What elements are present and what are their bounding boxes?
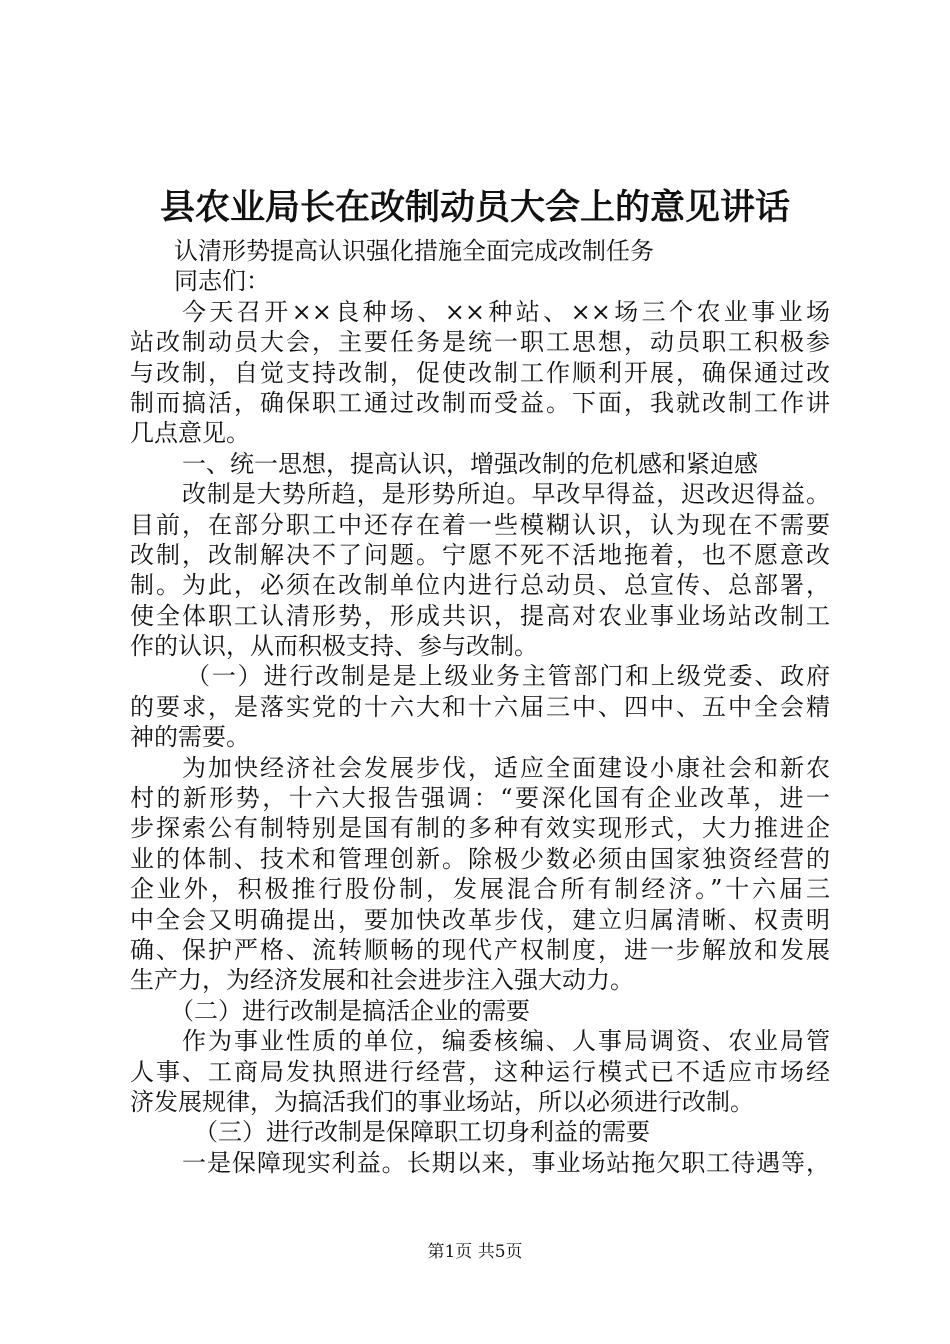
body-text-line: 业的体制、技术和管理创新。除极少数必须由国家独资经营的	[130, 844, 830, 873]
body-text-line: 生产力，为经济发展和社会进步注入强大动力。	[130, 966, 634, 995]
body-text-line: 中全会又明确提出，要加快改革步伐，建立归属清晰、权责明	[130, 905, 830, 934]
document-body	[130, 236, 830, 1178]
body-text-line: 作为事业性质的单位，编委核编、人事局调资、农业局管	[182, 1027, 830, 1056]
body-text-line: 制。为此，必须在改制单位内进行总动员、总宣传、总部署，	[130, 571, 830, 600]
body-text-line: （一）进行改制是是上级业务主管部门和上级党委、政府	[186, 662, 830, 691]
body-text-line: （二）进行改制是搞活企业的需要	[170, 996, 530, 1025]
body-text-line: 改制，改制解决不了问题。宁愿不死不活地拖着，也不愿意改	[130, 540, 830, 569]
body-text-line: 神的需要。	[130, 723, 250, 752]
body-text-line: （三）进行改制是保障职工切身利益的需要	[194, 1118, 650, 1147]
body-text-line: 改制是大势所趋，是形势所迫。早改早得益，迟改迟得益。	[182, 480, 830, 509]
body-text-line: 确、保护严格、流转顺畅的现代产权制度，进一步解放和发展	[130, 935, 830, 964]
body-text-line: 站改制动员大会，主要任务是统一职工思想，动员职工积极参	[130, 328, 830, 357]
body-text-line: 目前，在部分职工中还存在着一些模糊认识，认为现在不需要	[130, 510, 830, 539]
body-text-line: 几点意见。	[130, 419, 250, 448]
body-text-line: 与改制，自觉支持改制，促使改制工作顺利开展，确保通过改	[130, 358, 830, 387]
body-text-line: 认清形势提高认识强化措施全面完成改制任务	[174, 237, 654, 265]
body-text-line: 村的新形势，十六大报告强调：“要深化国有企业改革，进一	[130, 784, 830, 813]
body-text-line: 今天召开××良种场、××种站、××场三个农业事业场	[182, 297, 830, 326]
body-text-line: 为加快经济社会发展步伐，适应全面建设小康社会和新农	[182, 753, 830, 782]
page-number-footer: 第1页 共5页	[427, 1242, 523, 1262]
body-text-line: 人事、工商局发执照进行经营，这种运行模式已不适应市场经	[130, 1057, 830, 1086]
body-text-line: 一、统一思想，提高认识，增强改制的危机感和紧迫感	[182, 449, 758, 478]
body-text-line: 同志们：	[174, 267, 270, 296]
body-text-line: 使全体职工认清形势，形成共识，提高对农业事业场站改制工	[130, 601, 830, 630]
body-text-line: 制而搞活，确保职工通过改制而受益。下面，我就改制工作讲	[130, 388, 830, 417]
body-text-line: 作的认识，从而积极支持、参与改制。	[130, 632, 538, 661]
body-text-line: 的要求，是落实党的十六大和十六届三中、四中、五中全会精	[130, 692, 830, 721]
body-text-line: 一是保障现实利益。长期以来，事业场站拖欠职工待遇等，	[182, 1148, 830, 1177]
body-text-line: 济发展规律，为搞活我们的事业场站，所以必须进行改制。	[130, 1087, 754, 1116]
document-title: 县农业局长在改制动员大会上的意见讲话	[159, 187, 790, 228]
body-text-line: 企业外，积极推行股份制，发展混合所有制经济。”十六届三	[130, 875, 830, 904]
body-text-line: 步探索公有制特别是国有制的多种有效实现形式，大力推进企	[130, 814, 830, 843]
